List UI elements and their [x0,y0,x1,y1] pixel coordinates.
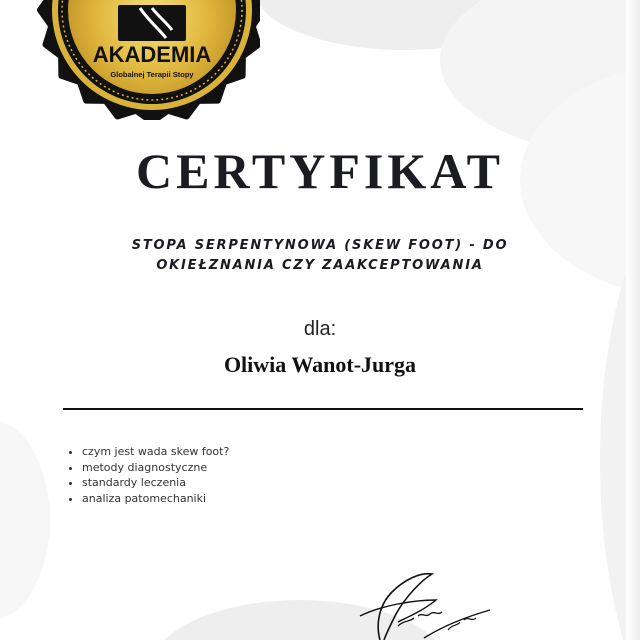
course-title [60,236,580,276]
for-label: dla: [303,318,337,340]
list-item: • metody diagnostyczne [82,460,229,476]
background-shape [0,420,50,620]
academy-seal-logo [30,0,260,120]
handwritten-signature [340,566,500,640]
certificate-title: CERTYFIKAT [136,143,504,199]
seal-name: AKADEMIA [92,42,212,67]
course-title-line-1: STOPA SERPENTYNOWA (SKEW FOOT) - DO [131,238,509,253]
list-item: • czym jest wada skew foot? [82,444,229,460]
recipient-name: Oliwia Wanot-Jurga [223,352,417,377]
course-title-line-2: OKIEŁZNANIA CZY ZAAKCEPTOWANIA [156,258,484,273]
divider-line [63,408,583,410]
seal-tagline: Globalnej Terapii Stopy [110,70,194,79]
topics-list [64,444,229,506]
list-item: • standardy leczenia [82,475,229,491]
list-item: • analiza patomechaniki [82,491,229,507]
